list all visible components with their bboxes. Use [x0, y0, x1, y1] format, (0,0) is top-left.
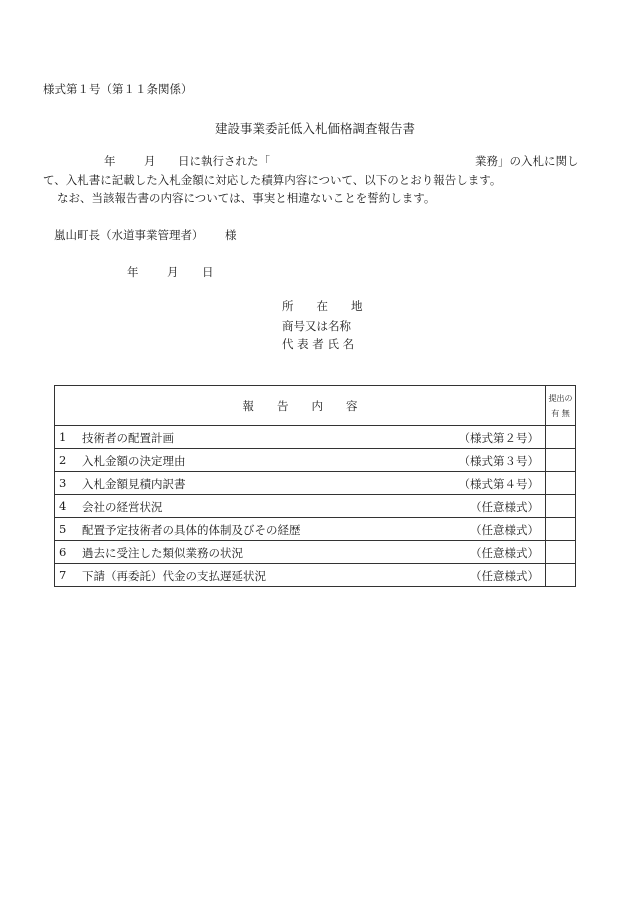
item-form: （様式第３号）: [458, 454, 539, 468]
intro-line-3: なお、当該報告書の内容については、事実と相違ないことを誓約します。: [57, 191, 436, 205]
report-item: [55, 495, 546, 518]
intro-day-text: 日に執行された「: [178, 154, 270, 168]
item-name: 入札金額見積内訳書: [82, 477, 186, 491]
table-row: [55, 541, 576, 564]
intro-line-2: て、入札書に記載した入札金額に対応した積算内容について、以下のとおり報告します。: [43, 173, 502, 187]
addressee-name: 嵐山町長（水道事業管理者）: [54, 228, 204, 242]
submission-flag-header: [546, 386, 576, 426]
table-row: [55, 518, 576, 541]
item-form: （任意様式）: [470, 546, 539, 560]
item-number: 3: [59, 476, 67, 490]
item-form: （任意様式）: [470, 500, 539, 514]
report-item: [55, 449, 546, 472]
form-number: 様式第１号（第１１条関係）: [43, 82, 193, 96]
item-name: 配置予定技術者の具体的体制及びその経歴: [82, 523, 301, 537]
item-name: 入札金額の決定理由: [82, 454, 186, 468]
intro-year-label: 年: [104, 154, 116, 168]
flag-header-line-2: 有 無: [551, 408, 570, 418]
table-row: [55, 426, 576, 449]
table-header-row: [55, 386, 576, 426]
item-form: （様式第４号）: [458, 477, 539, 491]
table-row: [55, 449, 576, 472]
intro-month-label: 月: [144, 154, 156, 168]
item-number: 6: [59, 545, 67, 559]
submission-checkbox-cell[interactable]: [546, 449, 576, 472]
flag-header-line-1: 提出の: [548, 393, 573, 403]
submission-checkbox-cell[interactable]: [546, 495, 576, 518]
submission-checkbox-cell[interactable]: [546, 564, 576, 587]
item-number: 4: [59, 499, 67, 513]
submission-checkbox-cell[interactable]: [546, 541, 576, 564]
submission-checkbox-cell[interactable]: [546, 472, 576, 495]
date-year-label: 年: [127, 265, 139, 279]
item-form: （様式第２号）: [458, 431, 539, 445]
date-day-label: 日: [202, 265, 214, 279]
table-row: [55, 495, 576, 518]
table-row: [55, 564, 576, 587]
company-label: 商号又は名称: [282, 319, 351, 333]
item-name: 技術者の配置計画: [82, 431, 174, 445]
item-name: 過去に受注した類似業務の状況: [82, 546, 243, 560]
item-form: （任意様式）: [470, 569, 539, 583]
submission-checkbox-cell[interactable]: [546, 518, 576, 541]
date-month-label: 月: [167, 265, 179, 279]
item-number: 7: [59, 568, 67, 582]
addressee: [54, 227, 237, 243]
addressee-honorific: 様: [225, 228, 237, 242]
item-number: 2: [59, 453, 67, 467]
item-name: 下請（再委託）代金の支払遅延状況: [82, 569, 266, 583]
report-item: [55, 472, 546, 495]
report-item: [55, 564, 546, 587]
item-number: 1: [59, 430, 67, 444]
report-table: [54, 385, 576, 587]
submission-checkbox-cell[interactable]: [546, 426, 576, 449]
item-form: （任意様式）: [470, 523, 539, 537]
table-row: [55, 472, 576, 495]
item-name: 会社の経営状況: [82, 500, 163, 514]
report-item: [55, 426, 546, 449]
report-item: [55, 518, 546, 541]
report-item: [55, 541, 546, 564]
report-date: [127, 264, 214, 280]
representative-label: 代 表 者 氏 名: [282, 337, 355, 351]
item-number: 5: [59, 522, 67, 536]
document-title: 建設事業委託低入札価格調査報告書: [214, 121, 415, 136]
intro-job-text: 業務」の入札に関し: [475, 154, 579, 168]
address-label: 所 在 地: [282, 299, 363, 313]
report-content-header: 報 告 内 容: [55, 386, 546, 426]
